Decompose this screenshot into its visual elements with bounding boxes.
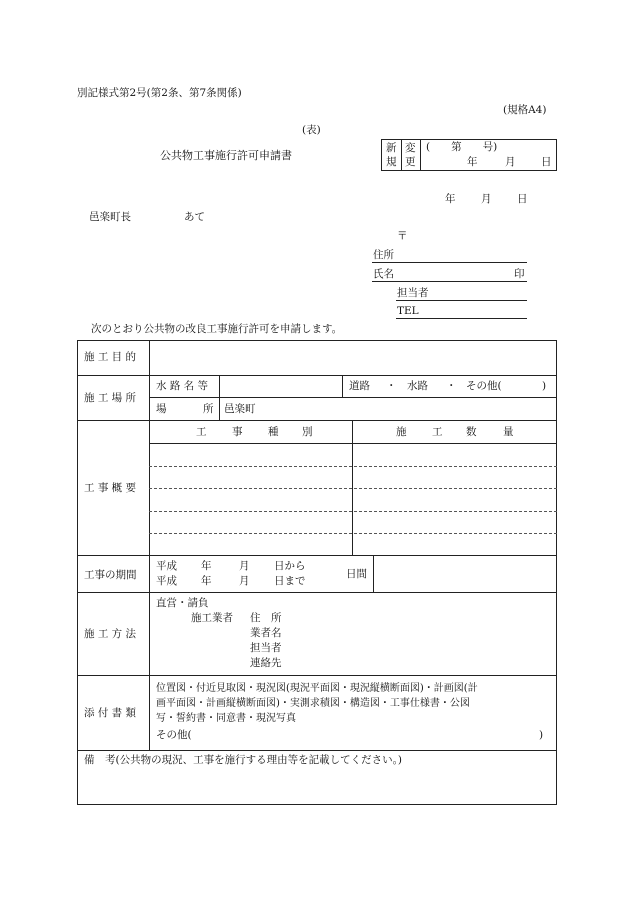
name-field[interactable] bbox=[372, 281, 527, 282]
person-label: 担当者 bbox=[397, 287, 429, 299]
status-month: 月 bbox=[505, 156, 516, 168]
row-border bbox=[149, 397, 557, 398]
qty-header-char: 工 bbox=[432, 426, 443, 438]
front-label: (表) bbox=[302, 124, 321, 136]
contractor-person-label: 担当者 bbox=[250, 642, 282, 654]
form-title: 公共物工事施行許可申請書 bbox=[160, 149, 292, 162]
method-label: 施 工 方 法 bbox=[84, 628, 137, 640]
period-to-year: 年 bbox=[201, 575, 212, 587]
waterway-type-divider bbox=[342, 375, 343, 397]
location-label-1: 場 bbox=[156, 403, 167, 415]
status-year: 年 bbox=[467, 156, 478, 168]
method-type[interactable]: 直営・請負 bbox=[156, 597, 209, 609]
size-note: (規格A4) bbox=[503, 104, 547, 116]
change-label-top: 変 bbox=[405, 142, 416, 154]
overview-dashed-line bbox=[149, 488, 557, 489]
type-option-close: ) bbox=[542, 380, 547, 392]
new-label-bottom: 規 bbox=[386, 156, 397, 168]
addressee-suffix: あて bbox=[184, 211, 205, 223]
row-border bbox=[77, 592, 557, 593]
address-field[interactable] bbox=[372, 262, 527, 263]
overview-label: 工 事 概 要 bbox=[84, 482, 137, 494]
period-from-day: 日から bbox=[274, 560, 306, 572]
form-reference: 別記様式第2号(第2条、第7条関係) bbox=[77, 87, 242, 99]
status-divider bbox=[420, 139, 421, 171]
purpose-field[interactable] bbox=[150, 341, 556, 375]
contractor-address-label: 住 所 bbox=[250, 612, 282, 624]
attachments-line: 画平面図・計画縦横断面図)・実測求積図・構造図・工事仕様書・公図 bbox=[156, 698, 470, 709]
overview-column-divider bbox=[352, 420, 353, 555]
attachments-other-open[interactable]: その他( bbox=[156, 729, 192, 741]
kind-header-char: 別 bbox=[302, 426, 313, 438]
contractor-contact-label: 連絡先 bbox=[250, 657, 282, 669]
qty-header-char: 数 bbox=[466, 426, 477, 438]
type-separator: ・ bbox=[446, 380, 457, 392]
address-label: 住所 bbox=[373, 249, 394, 261]
period-to-day: 日まで bbox=[274, 575, 306, 587]
period-from-era: 平成 bbox=[156, 560, 177, 572]
period-to-era: 平成 bbox=[156, 575, 177, 587]
seal-mark: 印 bbox=[514, 268, 525, 280]
label-column-divider bbox=[149, 340, 150, 750]
name-label: 氏名 bbox=[373, 268, 394, 280]
status-divider bbox=[401, 139, 402, 171]
type-option-road[interactable]: 道路 bbox=[349, 380, 370, 392]
new-label-top: 新 bbox=[386, 142, 397, 154]
overview-dashed-line bbox=[149, 533, 557, 534]
remarks-field[interactable] bbox=[78, 768, 556, 804]
row-border bbox=[77, 420, 557, 421]
location-value[interactable]: 邑楽町 bbox=[224, 403, 256, 415]
period-from-year: 年 bbox=[201, 560, 212, 572]
intro-text: 次のとおり公共物の改良工事施行許可を申請します。 bbox=[91, 323, 343, 335]
purpose-label: 施 工 目 的 bbox=[84, 351, 137, 363]
attachments-line: 位置図・付近見取図・現況図(現況平面図・現況縦横断面図)・計画図(計 bbox=[156, 683, 478, 694]
attachments-line: 写・誓約書・同意書・現況写真 bbox=[156, 713, 296, 724]
permit-number-line: ( 第 号) bbox=[426, 141, 498, 153]
contractor-name-label: 業者名 bbox=[250, 627, 282, 639]
date-month: 月 bbox=[481, 193, 492, 205]
tel-field[interactable] bbox=[396, 318, 527, 319]
status-day: 日 bbox=[541, 156, 552, 168]
row-border bbox=[77, 750, 557, 751]
row-border bbox=[77, 675, 557, 676]
location-label-2: 所 bbox=[203, 403, 214, 415]
attachments-label: 添 付 書 類 bbox=[84, 707, 137, 719]
period-label: 工事の期間 bbox=[84, 569, 137, 581]
change-label-bottom: 更 bbox=[405, 156, 416, 168]
kind-header-char: 種 bbox=[268, 426, 279, 438]
qty-header-char: 量 bbox=[503, 426, 514, 438]
date-year: 年 bbox=[445, 193, 456, 205]
place-label: 施 工 場 所 bbox=[84, 392, 137, 404]
overview-dashed-line bbox=[149, 466, 557, 467]
postal-mark: 〒 bbox=[397, 230, 408, 242]
period-days-label: 日間 bbox=[346, 568, 367, 580]
addressee-name: 邑楽町長 bbox=[89, 211, 131, 223]
period-days-field[interactable] bbox=[374, 556, 556, 592]
contractor-label: 施工業者 bbox=[191, 612, 233, 624]
period-to-month: 月 bbox=[239, 575, 250, 587]
kind-header-char: 事 bbox=[232, 426, 243, 438]
type-option-other[interactable]: その他( bbox=[466, 380, 502, 392]
period-from-month: 月 bbox=[239, 560, 250, 572]
remarks-label: 備 考(公共物の現況、工事を施行する理由等を記載してください。) bbox=[84, 754, 402, 766]
waterway-field[interactable] bbox=[220, 376, 342, 397]
overview-dashed-line bbox=[149, 511, 557, 512]
qty-header-char: 施 bbox=[396, 426, 407, 438]
kind-header-char: 工 bbox=[196, 426, 207, 438]
row-border bbox=[149, 443, 557, 444]
attachments-other-close: ) bbox=[539, 729, 544, 741]
person-field[interactable] bbox=[396, 300, 527, 301]
waterway-label: 水 路 名 等 bbox=[156, 380, 209, 392]
tel-label: TEL bbox=[397, 305, 419, 317]
date-day: 日 bbox=[517, 193, 528, 205]
type-option-waterway[interactable]: 水路 bbox=[407, 380, 428, 392]
type-separator: ・ bbox=[386, 380, 397, 392]
